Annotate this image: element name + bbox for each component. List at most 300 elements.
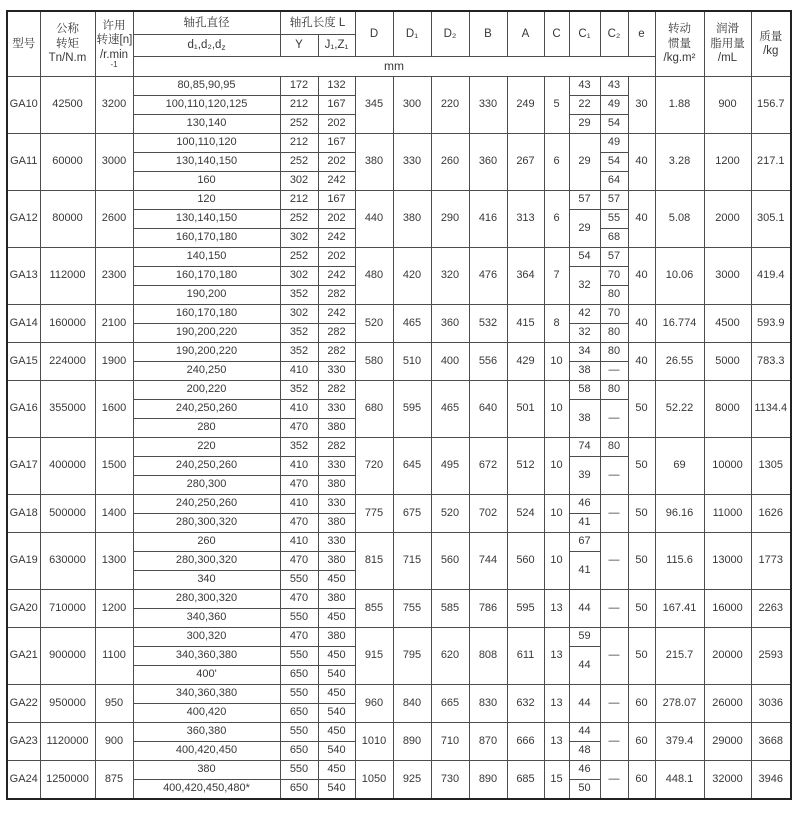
cell-B: 890 [469, 761, 507, 800]
cell-C2: 68 [600, 229, 628, 248]
cell-C1: 59 [569, 628, 600, 647]
cell-speed: 2600 [95, 191, 133, 248]
cell-D2: 495 [431, 438, 469, 495]
cell-length-JZ: 242 [318, 172, 355, 191]
cell-speed: 3000 [95, 134, 133, 191]
cell-torque: 500000 [40, 495, 95, 533]
col-header-C1: C₁ [569, 11, 600, 57]
cell-C1: 48 [569, 742, 600, 761]
col-header-bore-length: 轴孔长度 L [280, 11, 355, 35]
cell-bore-diameters: 380 [133, 761, 280, 780]
cell-C2: 57 [600, 248, 628, 267]
cell-bore-diameters: 280 [133, 419, 280, 438]
cell-e: 30 [628, 77, 655, 134]
cell-inertia: 96.16 [655, 495, 704, 533]
cell-D2: 260 [431, 134, 469, 191]
cell-e: 60 [628, 685, 655, 723]
cell-bore-diameters: 260 [133, 533, 280, 552]
cell-C1: 41 [569, 552, 600, 590]
cell-mass: 2263 [751, 590, 791, 628]
cell-length-Y: 410 [280, 400, 318, 419]
cell-length-JZ: 540 [318, 704, 355, 723]
cell-B: 556 [469, 343, 507, 381]
cell-A: 364 [507, 248, 544, 305]
cell-length-JZ: 380 [318, 419, 355, 438]
cell-grease: 1200 [704, 134, 751, 191]
cell-bore-diameters: 240,250,260 [133, 457, 280, 476]
cell-speed: 2100 [95, 305, 133, 343]
cell-mass: 3036 [751, 685, 791, 723]
cell-grease: 3000 [704, 248, 751, 305]
cell-C2: — [600, 761, 628, 800]
col-header-B: B [469, 11, 507, 57]
cell-bore-diameters: 160 [133, 172, 280, 191]
cell-length-Y: 212 [280, 134, 318, 153]
cell-D: 1010 [355, 723, 393, 761]
cell-model: GA24 [7, 761, 40, 800]
cell-bore-diameters: 300,320 [133, 628, 280, 647]
table-row [7, 761, 791, 780]
cell-inertia: 5.08 [655, 191, 704, 248]
cell-grease: 900 [704, 77, 751, 134]
cell-A: 249 [507, 77, 544, 134]
cell-speed: 1200 [95, 590, 133, 628]
cell-D2: 360 [431, 305, 469, 343]
cell-length-JZ: 380 [318, 514, 355, 533]
col-subheader-bore-symbols: $d_1,d_2,d_z$ [133, 35, 280, 57]
cell-grease: 4500 [704, 305, 751, 343]
col-header-D1: D₁ [393, 11, 431, 57]
cell-grease: 11000 [704, 495, 751, 533]
cell-C2: — [600, 723, 628, 761]
cell-length-JZ: 282 [318, 286, 355, 305]
cell-C1: 44 [569, 685, 600, 723]
cell-C2: 80 [600, 381, 628, 400]
cell-length-JZ: 167 [318, 134, 355, 153]
cell-D1: 840 [393, 685, 431, 723]
cell-length-Y: 550 [280, 647, 318, 666]
cell-length-Y: 352 [280, 324, 318, 343]
cell-D: 855 [355, 590, 393, 628]
cell-D2: 290 [431, 191, 469, 248]
cell-mass: 3946 [751, 761, 791, 800]
cell-length-Y: 470 [280, 419, 318, 438]
cell-C: 15 [544, 761, 569, 800]
cell-C1: 38 [569, 362, 600, 381]
cell-model: GA14 [7, 305, 40, 343]
cell-C1: 42 [569, 305, 600, 324]
cell-torque: 355000 [40, 381, 95, 438]
cell-length-JZ: 380 [318, 590, 355, 609]
cell-grease: 20000 [704, 628, 751, 685]
cell-length-JZ: 450 [318, 571, 355, 590]
cell-C: 13 [544, 590, 569, 628]
cell-e: 40 [628, 134, 655, 191]
cell-mass: 305.1 [751, 191, 791, 248]
cell-D1: 755 [393, 590, 431, 628]
cell-C2: — [600, 362, 628, 381]
cell-A: 313 [507, 191, 544, 248]
cell-C2: 49 [600, 96, 628, 115]
cell-C1: 46 [569, 761, 600, 780]
cell-e: 50 [628, 628, 655, 685]
cell-length-Y: 352 [280, 286, 318, 305]
cell-bore-diameters: 160,170,180 [133, 305, 280, 324]
cell-bore-diameters: 130,140,150 [133, 153, 280, 172]
cell-C2: — [600, 457, 628, 495]
cell-D1: 420 [393, 248, 431, 305]
cell-C: 6 [544, 191, 569, 248]
cell-inertia: 115.6 [655, 533, 704, 590]
cell-D2: 320 [431, 248, 469, 305]
cell-inertia: 448.1 [655, 761, 704, 800]
cell-D: 480 [355, 248, 393, 305]
cell-model: GA22 [7, 685, 40, 723]
col-header-inertia: 转动 惯量 /kg.m² [655, 11, 704, 77]
cell-C: 10 [544, 381, 569, 438]
cell-speed: 900 [95, 723, 133, 761]
cell-C1: 41 [569, 514, 600, 533]
cell-bore-diameters: 240,250,260 [133, 495, 280, 514]
cell-length-Y: 470 [280, 514, 318, 533]
table-row [7, 191, 791, 210]
cell-C1: 38 [569, 400, 600, 438]
cell-bore-diameters: 400,420 [133, 704, 280, 723]
cell-torque: 160000 [40, 305, 95, 343]
cell-C: 10 [544, 533, 569, 590]
cell-torque: 950000 [40, 685, 95, 723]
cell-D: 775 [355, 495, 393, 533]
cell-D1: 465 [393, 305, 431, 343]
cell-B: 744 [469, 533, 507, 590]
cell-model: GA15 [7, 343, 40, 381]
cell-D: 915 [355, 628, 393, 685]
cell-C: 13 [544, 685, 569, 723]
cell-length-JZ: 540 [318, 742, 355, 761]
cell-A: 560 [507, 533, 544, 590]
cell-inertia: 26.55 [655, 343, 704, 381]
cell-D2: 730 [431, 761, 469, 800]
cell-mass: 217.1 [751, 134, 791, 191]
cell-bore-diameters: 340 [133, 571, 280, 590]
cell-C2: 64 [600, 172, 628, 191]
cell-A: 429 [507, 343, 544, 381]
cell-B: 360 [469, 134, 507, 191]
cell-torque: 60000 [40, 134, 95, 191]
cell-torque: 710000 [40, 590, 95, 628]
cell-grease: 29000 [704, 723, 751, 761]
cell-mass: 1305 [751, 438, 791, 495]
cell-torque: 80000 [40, 191, 95, 248]
cell-length-Y: 470 [280, 590, 318, 609]
cell-length-Y: 410 [280, 362, 318, 381]
table-row [7, 343, 791, 362]
cell-C1: 29 [569, 115, 600, 134]
cell-D2: 710 [431, 723, 469, 761]
cell-torque: 112000 [40, 248, 95, 305]
cell-D2: 465 [431, 381, 469, 438]
cell-grease: 16000 [704, 590, 751, 628]
cell-C1: 57 [569, 191, 600, 210]
cell-D2: 560 [431, 533, 469, 590]
cell-C: 10 [544, 438, 569, 495]
cell-length-Y: 470 [280, 628, 318, 647]
cell-length-Y: 252 [280, 248, 318, 267]
cell-D: 440 [355, 191, 393, 248]
cell-length-JZ: 242 [318, 305, 355, 324]
cell-D: 580 [355, 343, 393, 381]
cell-length-JZ: 330 [318, 362, 355, 381]
cell-D1: 330 [393, 134, 431, 191]
cell-D: 1050 [355, 761, 393, 800]
cell-length-Y: 410 [280, 457, 318, 476]
cell-C1: 67 [569, 533, 600, 552]
cell-length-Y: 650 [280, 742, 318, 761]
cell-C1: 58 [569, 381, 600, 400]
cell-e: 50 [628, 590, 655, 628]
cell-C: 13 [544, 628, 569, 685]
cell-inertia: 52.22 [655, 381, 704, 438]
cell-torque: 1120000 [40, 723, 95, 761]
table-row [7, 533, 791, 552]
cell-B: 870 [469, 723, 507, 761]
cell-bore-diameters: 280,300 [133, 476, 280, 495]
cell-bore-diameters: 100,110,120 [133, 134, 280, 153]
cell-length-JZ: 242 [318, 229, 355, 248]
cell-D: 520 [355, 305, 393, 343]
cell-length-Y: 650 [280, 780, 318, 800]
cell-model: GA21 [7, 628, 40, 685]
cell-bore-diameters: 130,140 [133, 115, 280, 134]
cell-length-Y: 212 [280, 191, 318, 210]
cell-C2: 57 [600, 191, 628, 210]
table-row [7, 590, 791, 609]
col-header-speed: 许用 转速[n] /r.min -1 [95, 11, 133, 77]
cell-D1: 715 [393, 533, 431, 590]
cell-B: 476 [469, 248, 507, 305]
spec-table [6, 10, 792, 800]
cell-speed: 1900 [95, 343, 133, 381]
cell-mass: 1773 [751, 533, 791, 590]
cell-D2: 220 [431, 77, 469, 134]
cell-e: 60 [628, 761, 655, 800]
col-header-mass: 质量 /kg [751, 11, 791, 77]
cell-bore-diameters: 160,170,180 [133, 267, 280, 286]
cell-bore-diameters: 100,110,120,125 [133, 96, 280, 115]
cell-C1: 32 [569, 324, 600, 343]
cell-C2: — [600, 400, 628, 438]
col-subheader-length-JZ: J₁,Z₁ [318, 35, 355, 57]
cell-inertia: 278.07 [655, 685, 704, 723]
cell-speed: 1500 [95, 438, 133, 495]
cell-B: 532 [469, 305, 507, 343]
cell-length-Y: 410 [280, 495, 318, 514]
cell-model: GA13 [7, 248, 40, 305]
cell-grease: 5000 [704, 343, 751, 381]
col-header-bore-diameter: 轴孔直径 [133, 11, 280, 35]
cell-bore-diameters: 140,150 [133, 248, 280, 267]
cell-speed: 1300 [95, 533, 133, 590]
cell-A: 501 [507, 381, 544, 438]
cell-bore-diameters: 190,200,220 [133, 343, 280, 362]
col-header-A: A [507, 11, 544, 57]
cell-C: 5 [544, 77, 569, 134]
cell-A: 685 [507, 761, 544, 800]
cell-length-JZ: 450 [318, 723, 355, 742]
cell-length-Y: 302 [280, 172, 318, 191]
cell-length-Y: 252 [280, 153, 318, 172]
cell-C2: — [600, 628, 628, 685]
cell-length-JZ: 202 [318, 153, 355, 172]
cell-length-Y: 352 [280, 438, 318, 457]
cell-length-Y: 650 [280, 666, 318, 685]
cell-e: 50 [628, 495, 655, 533]
cell-model: GA10 [7, 77, 40, 134]
cell-length-Y: 252 [280, 115, 318, 134]
cell-D: 960 [355, 685, 393, 723]
cell-A: 267 [507, 134, 544, 191]
cell-bore-diameters: 80,85,90,95 [133, 77, 280, 96]
cell-D1: 510 [393, 343, 431, 381]
cell-B: 830 [469, 685, 507, 723]
cell-grease: 32000 [704, 761, 751, 800]
table-row [7, 438, 791, 457]
cell-length-JZ: 202 [318, 115, 355, 134]
cell-grease: 10000 [704, 438, 751, 495]
cell-C2: 55 [600, 210, 628, 229]
col-subheader-length-Y: Y [280, 35, 318, 57]
cell-B: 640 [469, 381, 507, 438]
col-header-D2: D₂ [431, 11, 469, 57]
cell-inertia: 69 [655, 438, 704, 495]
cell-model: GA18 [7, 495, 40, 533]
cell-length-Y: 302 [280, 305, 318, 324]
cell-bore-diameters: 280,300,320 [133, 552, 280, 571]
cell-length-JZ: 540 [318, 666, 355, 685]
table-row [7, 248, 791, 267]
cell-C2: 80 [600, 324, 628, 343]
cell-bore-diameters: 190,200 [133, 286, 280, 305]
cell-C1: 74 [569, 438, 600, 457]
cell-length-JZ: 202 [318, 248, 355, 267]
table-row [7, 381, 791, 400]
cell-C2: — [600, 590, 628, 628]
cell-mass: 1626 [751, 495, 791, 533]
cell-length-JZ: 242 [318, 267, 355, 286]
cell-model: GA17 [7, 438, 40, 495]
cell-length-JZ: 380 [318, 552, 355, 571]
cell-inertia: 1.88 [655, 77, 704, 134]
cell-bore-diameters: 360,380 [133, 723, 280, 742]
cell-B: 786 [469, 590, 507, 628]
cell-model: GA12 [7, 191, 40, 248]
cell-D: 345 [355, 77, 393, 134]
cell-C1: 29 [569, 134, 600, 191]
cell-length-JZ: 450 [318, 761, 355, 780]
cell-D: 680 [355, 381, 393, 438]
cell-A: 524 [507, 495, 544, 533]
cell-A: 666 [507, 723, 544, 761]
cell-C: 10 [544, 343, 569, 381]
cell-C2: 43 [600, 77, 628, 96]
cell-e: 50 [628, 438, 655, 495]
cell-length-JZ: 380 [318, 476, 355, 495]
cell-C2: — [600, 495, 628, 533]
cell-inertia: 167.41 [655, 590, 704, 628]
cell-length-JZ: 330 [318, 533, 355, 552]
cell-bore-diameters: 400,420,450,480* [133, 780, 280, 800]
cell-length-JZ: 132 [318, 77, 355, 96]
cell-torque: 400000 [40, 438, 95, 495]
cell-speed: 1100 [95, 628, 133, 685]
cell-A: 415 [507, 305, 544, 343]
cell-inertia: 379.4 [655, 723, 704, 761]
cell-e: 40 [628, 305, 655, 343]
cell-bore-diameters: 130,140,150 [133, 210, 280, 229]
cell-torque: 1250000 [40, 761, 95, 800]
cell-A: 512 [507, 438, 544, 495]
cell-length-JZ: 282 [318, 438, 355, 457]
table-row [7, 723, 791, 742]
cell-length-JZ: 450 [318, 647, 355, 666]
cell-bore-diameters: 120 [133, 191, 280, 210]
cell-bore-diameters: 340,360,380 [133, 685, 280, 704]
cell-model: GA20 [7, 590, 40, 628]
cell-bore-diameters: 400' [133, 666, 280, 685]
cell-bore-diameters: 200,220 [133, 381, 280, 400]
cell-length-JZ: 330 [318, 457, 355, 476]
cell-length-Y: 410 [280, 533, 318, 552]
cell-C2: 49 [600, 134, 628, 153]
cell-length-Y: 470 [280, 552, 318, 571]
cell-mass: 2593 [751, 628, 791, 685]
cell-length-Y: 352 [280, 381, 318, 400]
cell-length-Y: 650 [280, 704, 318, 723]
cell-length-JZ: 167 [318, 191, 355, 210]
cell-B: 672 [469, 438, 507, 495]
cell-bore-diameters: 280,300,320 [133, 514, 280, 533]
cell-speed: 1600 [95, 381, 133, 438]
col-header-model: 型号 [7, 11, 40, 77]
cell-C2: — [600, 533, 628, 590]
cell-C: 7 [544, 248, 569, 305]
cell-e: 50 [628, 381, 655, 438]
cell-length-Y: 302 [280, 229, 318, 248]
cell-grease: 2000 [704, 191, 751, 248]
cell-e: 40 [628, 248, 655, 305]
cell-D1: 300 [393, 77, 431, 134]
cell-bore-diameters: 280,300,320 [133, 590, 280, 609]
table-row [7, 77, 791, 96]
cell-length-JZ: 330 [318, 495, 355, 514]
cell-C1: 34 [569, 343, 600, 362]
cell-C1: 44 [569, 590, 600, 628]
cell-B: 330 [469, 77, 507, 134]
cell-inertia: 215.7 [655, 628, 704, 685]
cell-D1: 890 [393, 723, 431, 761]
cell-C2: 70 [600, 305, 628, 324]
cell-mass: 156.7 [751, 77, 791, 134]
cell-mass: 783.3 [751, 343, 791, 381]
cell-length-JZ: 540 [318, 780, 355, 800]
cell-length-Y: 550 [280, 685, 318, 704]
cell-model: GA11 [7, 134, 40, 191]
cell-length-Y: 550 [280, 571, 318, 590]
cell-C2: 54 [600, 153, 628, 172]
cell-inertia: 16.774 [655, 305, 704, 343]
cell-length-Y: 550 [280, 723, 318, 742]
cell-grease: 26000 [704, 685, 751, 723]
